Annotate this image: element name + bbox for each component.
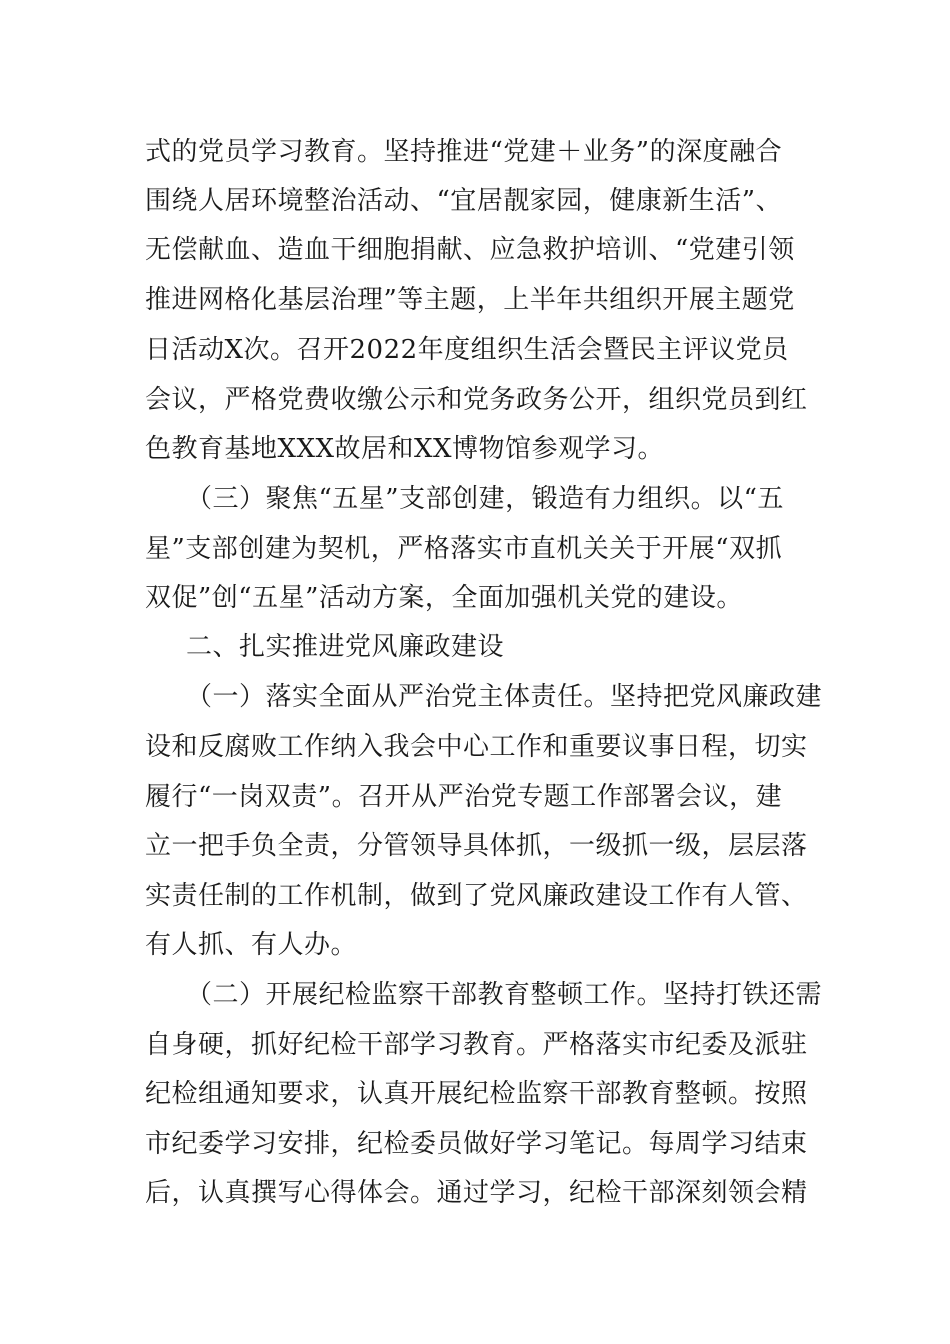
text-line: 推进网格化基层治理”等主题，上半年共组织开展主题党 xyxy=(145,285,795,315)
text-line: 有人抓、有人办。 xyxy=(145,930,358,960)
paragraph-first-line: （二）开展纪检监察干部教育整顿工作。坚持打铁还需 xyxy=(186,980,823,1010)
text-line: 履行“一岗双责”。召开从严治党专题工作部署会议，建 xyxy=(145,782,783,812)
paragraph-first-line: （一）落实全面从严治党主体责任。坚持把党风廉政建 xyxy=(186,682,823,712)
text-line: 自身硬，抓好纪检干部学习教育。严格落实市纪委及派驻 xyxy=(145,1030,808,1060)
text-line: 星”支部创建为契机，严格落实市直机关关于开展“双抓 xyxy=(145,534,783,564)
text-line: 实责任制的工作机制，做到了党风廉政建设工作有人管、 xyxy=(145,881,808,911)
text-line: 日活动X次。召开2022年度组织生活会暨民主评议党员 xyxy=(145,335,789,365)
text-line: 色教育基地XXX故居和XX博物馆参观学习。 xyxy=(145,434,665,464)
text-line: 无偿献血、造血干细胞捐献、应急救护培训、“党建引领 xyxy=(145,235,795,265)
text-line: 双促”创“五星”活动方案，全面加强机关党的建设。 xyxy=(145,583,743,613)
text-line: 围绕人居环境整治活动、“宜居靓家园，健康新生活”、 xyxy=(145,186,783,216)
text-line: 后，认真撰写心得体会。通过学习，纪检干部深刻领会精 xyxy=(145,1178,808,1208)
text-line: 会议，严格党费收缴公示和党务政务公开，组织党员到红 xyxy=(145,385,808,415)
text-line: 式的党员学习教育。坚持推进“党建＋业务”的深度融合 xyxy=(145,137,783,167)
text-line: 立一把手负全责，分管领导具体抓，一级抓一级，层层落 xyxy=(145,831,808,861)
text-line: 设和反腐败工作纳入我会中心工作和重要议事日程，切实 xyxy=(145,732,808,762)
section-heading: 二、扎实推进党风廉政建设 xyxy=(186,632,505,662)
text-line: 纪检组通知要求，认真开展纪检监察干部教育整顿。按照 xyxy=(145,1079,808,1109)
paragraph-first-line: （三）聚焦“五星”支部创建，锻造有力组织。以“五 xyxy=(186,484,784,514)
text-line: 市纪委学习安排，纪检委员做好学习笔记。每周学习结束 xyxy=(145,1129,808,1159)
